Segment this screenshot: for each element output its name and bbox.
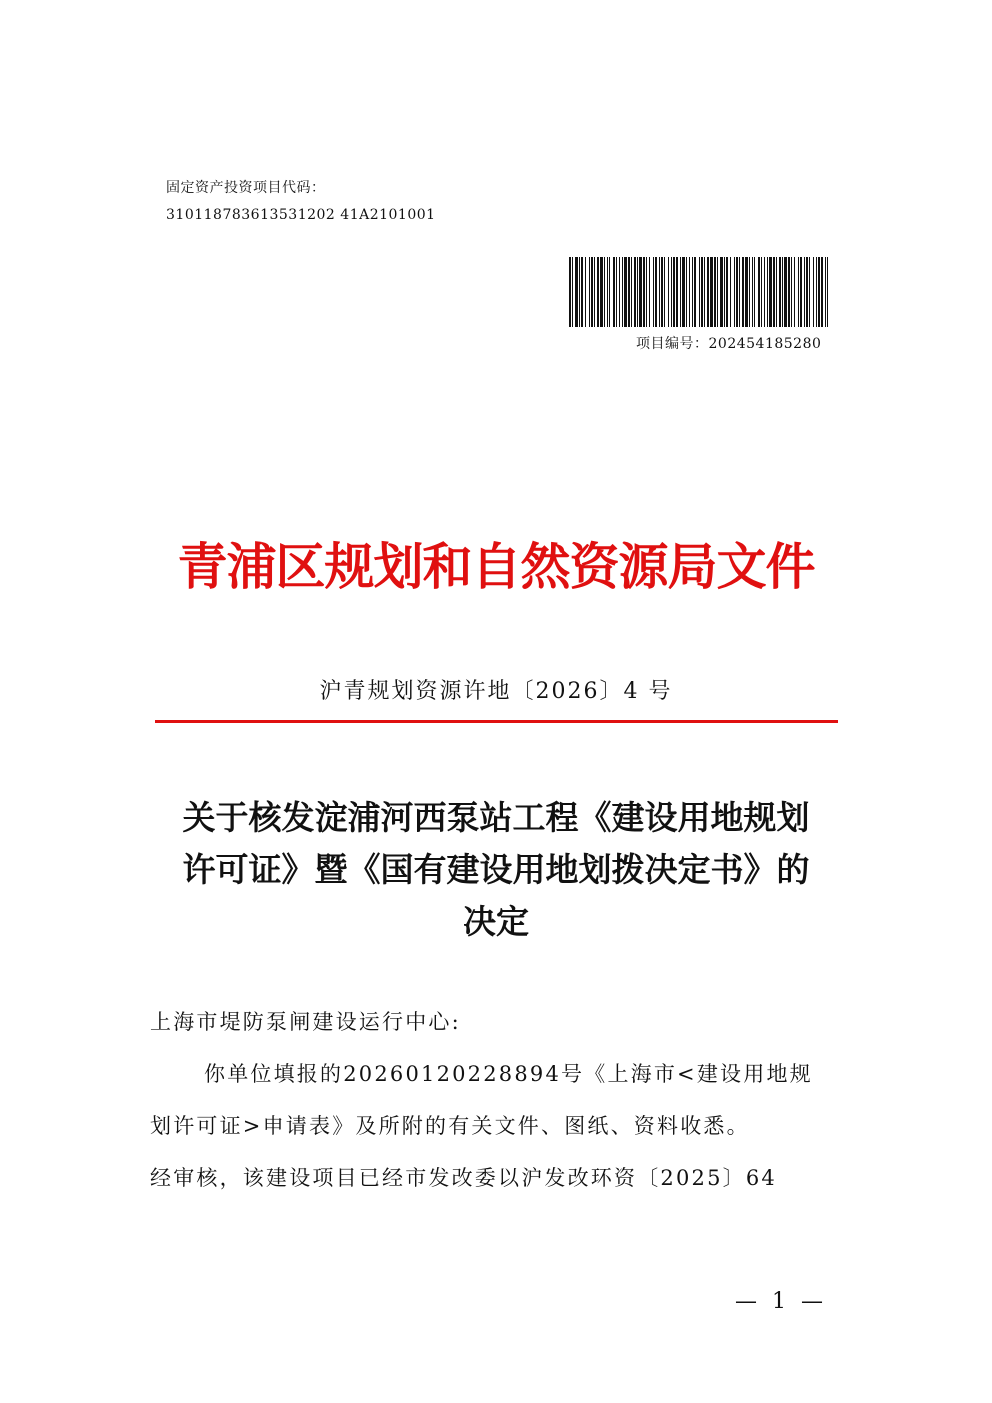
masthead-title: 青浦区规划和自然资源局文件: [177, 538, 815, 596]
project-number: [636, 334, 821, 354]
document-body: [150, 996, 842, 1204]
recipient-line: 上海市堤防泵闸建设运行中心:: [150, 1010, 461, 1034]
project-number-value: 202454185280: [708, 336, 822, 352]
document-title: [150, 792, 842, 948]
barcode-image: [569, 257, 828, 327]
project-code-label: 固定资产投资项目代码：: [166, 180, 326, 196]
masthead-divider: [155, 720, 838, 723]
page-number: — 1 —: [735, 1289, 827, 1314]
document-title-line: 关于核发淀浦河西泵站工程《建设用地规划: [182, 798, 810, 837]
project-number-label: 项目编号：: [636, 336, 709, 352]
body-paragraph-line: 划许可证>申请表》及所附的有关文件、图纸、资料收悉。: [150, 1114, 750, 1138]
body-paragraph-line: 你单位填报的20260120228894号《上海市<建设用地规: [204, 1062, 813, 1086]
document-title-line: 决定: [463, 902, 529, 941]
document-title-line: 许可证》暨《国有建设用地划拨决定书》的: [182, 850, 810, 889]
document-number: 沪青规划资源许地〔2026〕4 号: [319, 679, 673, 704]
body-paragraph-line: 经审核，该建设项目已经市发改委以沪发改环资〔2025〕64: [150, 1166, 777, 1190]
project-code-value: 310118783613531202 41A2101001: [166, 207, 436, 223]
